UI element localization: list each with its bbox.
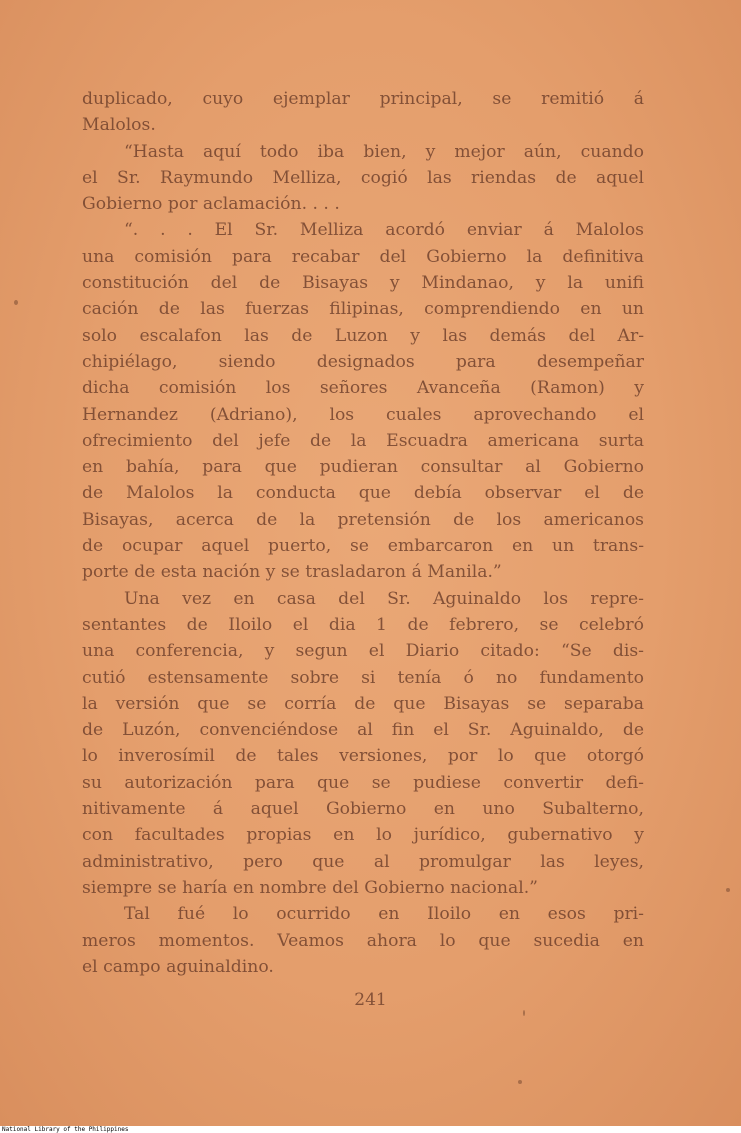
text-line: Gobierno por aclamación. . . . xyxy=(82,194,340,215)
text-line: de Malolos la conducta que debía observar el de xyxy=(82,483,644,504)
text-line: siempre se haría en nombre del Gobierno nacional.” xyxy=(82,877,538,898)
text-line: Una vez en casa del Sr. Aguinaldo los repre- xyxy=(124,588,644,609)
text-line: la versión que se corría de que Bisayas se separaba xyxy=(82,693,644,714)
paper-speck xyxy=(14,300,18,305)
page-text xyxy=(82,86,644,980)
paper-speck xyxy=(523,1010,525,1016)
text-line: cutió estensamente sobre si tenía ó no fundamento xyxy=(82,667,644,688)
paragraph-3 xyxy=(82,217,644,585)
text-line: Hernandez (Adriano), los cuales aprovechando el xyxy=(82,404,644,425)
text-line: constitución del de Bisayas y Mindanao, y la unifi xyxy=(82,273,644,294)
paragraph-2 xyxy=(82,139,644,218)
page-number: 241 xyxy=(354,990,387,1010)
text-line: porte de esta nación y se trasladaron á Manila.” xyxy=(82,562,502,583)
text-line: meros momentos. Veamos ahora lo que sucedia en xyxy=(82,930,644,951)
text-line: chipiélago, siendo designados para desempeñar xyxy=(82,351,644,372)
text-line: el campo aguinaldino. xyxy=(82,956,274,977)
text-line: en bahía, para que pudieran consultar al Gobierno xyxy=(82,457,644,478)
text-line: dicha comisión los señores Avanceña (Ramon) y xyxy=(82,378,644,399)
text-line: una conferencia, y segun el Diario citado: “Se dis- xyxy=(82,641,644,662)
text-line: “. . . El Sr. Melliza acordó enviar á Malolos xyxy=(124,220,644,241)
text-line: de Luzón, convenciéndose al fin el Sr. Aguinaldo, de xyxy=(82,720,644,741)
text-line: administrativo, pero que al promulgar las leyes, xyxy=(82,851,644,872)
text-line: solo escalafon las de Luzon y las demás del Ar- xyxy=(82,325,644,346)
text-line: una comisión para recabar del Gobierno la definitiva xyxy=(82,246,644,267)
paper-speck xyxy=(726,888,730,892)
text-line: nitivamente á aquel Gobierno en uno Subalterno, xyxy=(82,799,644,820)
text-line: Malolos. xyxy=(82,115,156,136)
text-line: lo inverosímil de tales versiones, por lo que otorgó xyxy=(82,746,644,767)
text-line: duplicado, cuyo ejemplar principal, se remitió á xyxy=(82,89,644,109)
text-line: ofrecimiento del jefe de la Escuadra americana surta xyxy=(82,430,644,451)
text-line: “Hasta aquí todo iba bien, y mejor aún, cuando xyxy=(124,141,644,162)
text-line: de ocupar aquel puerto, se embarcaron en un trans- xyxy=(82,536,644,557)
text-line: con facultades propias en lo jurídico, gubernativo y xyxy=(82,825,644,846)
paragraph-5 xyxy=(82,901,644,980)
paper-speck xyxy=(518,1080,522,1084)
paragraph-4 xyxy=(82,586,644,902)
text-line: Tal fué lo ocurrido en Iloilo en esos pri- xyxy=(124,904,644,925)
text-line: cación de las fuerzas filipinas, comprendiendo en un xyxy=(82,299,644,320)
text-line: su autorización para que se pudiese convertir defi- xyxy=(82,772,644,793)
library-credit: National Library of the Philippines xyxy=(2,1126,129,1133)
paragraph-1 xyxy=(82,86,644,139)
text-line: Bisayas, acerca de la pretensión de los americanos xyxy=(82,509,644,530)
text-line: sentantes de Iloilo el dia 1 de febrero, se celebró xyxy=(82,614,644,635)
text-line: el Sr. Raymundo Melliza, cogió las riendas de aquel xyxy=(82,167,644,188)
